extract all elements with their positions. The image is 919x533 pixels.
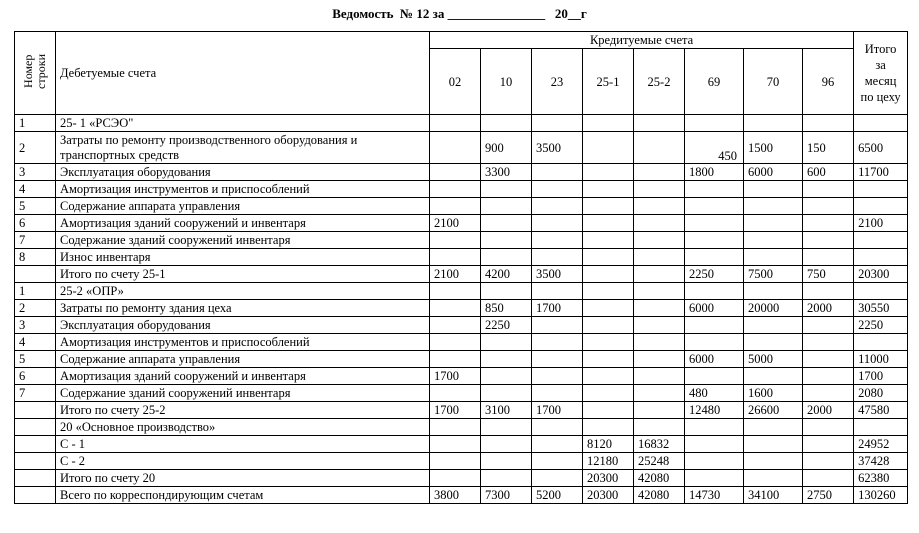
row-total: 2250 <box>854 317 908 334</box>
header-account: 25-1 <box>583 49 634 115</box>
row-amount <box>685 436 744 453</box>
row-total: 30550 <box>854 300 908 317</box>
row-total: 2100 <box>854 215 908 232</box>
row-amount <box>583 334 634 351</box>
row-total <box>854 198 908 215</box>
row-amount <box>685 470 744 487</box>
row-amount: 5000 <box>744 351 803 368</box>
row-amount <box>430 132 481 164</box>
row-amount <box>481 249 532 266</box>
row-amount: 480 <box>685 385 744 402</box>
row-account-name: Всего по корреспондирующим счетам <box>56 487 430 504</box>
row-amount <box>481 283 532 300</box>
row-number <box>15 436 56 453</box>
row-account-name: Итого по счету 20 <box>56 470 430 487</box>
row-number: 6 <box>15 368 56 385</box>
row-amount <box>481 470 532 487</box>
row-amount <box>803 351 854 368</box>
row-total <box>854 334 908 351</box>
row-amount <box>481 453 532 470</box>
row-amount <box>685 215 744 232</box>
row-amount <box>430 419 481 436</box>
row-amount: 4200 <box>481 266 532 283</box>
row-amount: 2100 <box>430 266 481 283</box>
row-total: 11000 <box>854 351 908 368</box>
row-amount: 26600 <box>744 402 803 419</box>
header-account: 69 <box>685 49 744 115</box>
row-amount <box>634 266 685 283</box>
row-amount <box>532 115 583 132</box>
header-credit: Кредитуемые счета <box>430 32 854 49</box>
table-row <box>15 115 908 132</box>
row-account-name: Износ инвентаря <box>56 249 430 266</box>
header-account: 10 <box>481 49 532 115</box>
row-amount <box>803 115 854 132</box>
row-amount: 3100 <box>481 402 532 419</box>
row-number <box>15 266 56 283</box>
row-amount <box>803 283 854 300</box>
row-amount: 3500 <box>532 132 583 164</box>
row-amount <box>634 419 685 436</box>
row-amount <box>583 198 634 215</box>
row-amount <box>685 368 744 385</box>
row-amount <box>583 249 634 266</box>
row-number: 3 <box>15 164 56 181</box>
row-number <box>15 402 56 419</box>
row-total: 24952 <box>854 436 908 453</box>
row-amount <box>430 334 481 351</box>
row-account-name: Затраты по ремонту производственного оборудования и транспортных средств <box>56 132 430 164</box>
row-amount <box>532 419 583 436</box>
row-amount <box>744 283 803 300</box>
header-row-number-label: Номер строки <box>21 54 48 89</box>
row-amount: 900 <box>481 132 532 164</box>
table-row <box>15 436 908 453</box>
row-amount: 6000 <box>685 300 744 317</box>
row-account-name: Амортизация инструментов и приспособлений <box>56 334 430 351</box>
row-amount <box>532 385 583 402</box>
row-amount <box>430 385 481 402</box>
row-amount <box>532 470 583 487</box>
table-row <box>15 232 908 249</box>
row-total: 37428 <box>854 453 908 470</box>
row-amount <box>583 300 634 317</box>
row-amount <box>583 385 634 402</box>
row-amount <box>685 198 744 215</box>
table-row <box>15 453 908 470</box>
table-row <box>15 419 908 436</box>
row-amount: 2250 <box>685 266 744 283</box>
header-account: 96 <box>803 49 854 115</box>
row-account-name: Итого по счету 25-2 <box>56 402 430 419</box>
row-amount: 1700 <box>430 402 481 419</box>
row-amount <box>532 283 583 300</box>
row-amount <box>583 283 634 300</box>
row-number <box>15 487 56 504</box>
row-number: 1 <box>15 283 56 300</box>
header-account: 70 <box>744 49 803 115</box>
row-account-name: Содержание аппарата управления <box>56 351 430 368</box>
row-amount <box>803 215 854 232</box>
row-amount <box>634 215 685 232</box>
row-account-name: Содержание зданий сооружений инвентаря <box>56 232 430 249</box>
row-amount <box>803 198 854 215</box>
row-amount <box>634 232 685 249</box>
table-row <box>15 334 908 351</box>
row-amount <box>803 385 854 402</box>
row-amount: 5200 <box>532 487 583 504</box>
row-total: 11700 <box>854 164 908 181</box>
row-amount: 6000 <box>685 351 744 368</box>
row-amount: 750 <box>803 266 854 283</box>
row-amount: 34100 <box>744 487 803 504</box>
row-number: 2 <box>15 132 56 164</box>
row-amount <box>583 351 634 368</box>
row-amount <box>583 368 634 385</box>
row-amount: 14730 <box>685 487 744 504</box>
table-row <box>15 164 908 181</box>
row-number: 4 <box>15 334 56 351</box>
row-amount <box>634 132 685 164</box>
row-amount <box>685 115 744 132</box>
row-amount <box>481 115 532 132</box>
row-amount <box>744 215 803 232</box>
row-amount: 1700 <box>532 402 583 419</box>
row-amount: 2000 <box>803 402 854 419</box>
row-amount <box>583 232 634 249</box>
row-amount <box>583 266 634 283</box>
row-amount: 7500 <box>744 266 803 283</box>
row-amount <box>481 215 532 232</box>
row-number: 2 <box>15 300 56 317</box>
ledger-table <box>14 31 908 504</box>
row-total: 130260 <box>854 487 908 504</box>
table-row <box>15 132 908 164</box>
row-amount <box>532 232 583 249</box>
row-total: 20300 <box>854 266 908 283</box>
row-amount: 42080 <box>634 470 685 487</box>
row-amount <box>583 181 634 198</box>
row-amount <box>634 334 685 351</box>
row-total: 2080 <box>854 385 908 402</box>
row-amount <box>481 436 532 453</box>
row-amount <box>481 334 532 351</box>
table-row <box>15 402 908 419</box>
row-amount <box>634 317 685 334</box>
row-amount <box>532 164 583 181</box>
row-number <box>15 419 56 436</box>
row-number: 3 <box>15 317 56 334</box>
row-amount: 20000 <box>744 300 803 317</box>
row-amount <box>744 436 803 453</box>
row-amount: 6000 <box>744 164 803 181</box>
row-amount <box>532 453 583 470</box>
row-amount <box>430 300 481 317</box>
table-row <box>15 215 908 232</box>
row-amount <box>634 164 685 181</box>
page-title: Ведомость № 12 за _______________ 20__г <box>332 6 587 21</box>
row-amount <box>803 317 854 334</box>
row-amount: 7300 <box>481 487 532 504</box>
row-amount <box>430 164 481 181</box>
row-amount <box>634 300 685 317</box>
row-amount <box>634 351 685 368</box>
row-account-name: Эксплуатация оборудования <box>56 164 430 181</box>
row-amount <box>744 198 803 215</box>
row-number: 8 <box>15 249 56 266</box>
row-amount <box>685 283 744 300</box>
row-amount <box>583 317 634 334</box>
row-amount <box>803 368 854 385</box>
row-amount: 20300 <box>583 487 634 504</box>
row-amount <box>481 181 532 198</box>
row-amount <box>532 351 583 368</box>
row-amount: 2750 <box>803 487 854 504</box>
row-amount <box>685 181 744 198</box>
row-total <box>854 232 908 249</box>
row-number: 5 <box>15 198 56 215</box>
table-row <box>15 368 908 385</box>
row-amount <box>685 232 744 249</box>
row-amount <box>803 470 854 487</box>
row-amount: 1500 <box>744 132 803 164</box>
row-amount <box>803 181 854 198</box>
row-amount <box>583 215 634 232</box>
row-total: 62380 <box>854 470 908 487</box>
row-amount <box>583 115 634 132</box>
row-amount <box>481 368 532 385</box>
row-total: 1700 <box>854 368 908 385</box>
row-amount: 1800 <box>685 164 744 181</box>
row-amount <box>481 385 532 402</box>
row-account-name: Содержание зданий сооружений инвентаря <box>56 385 430 402</box>
row-amount <box>430 470 481 487</box>
row-amount <box>532 215 583 232</box>
row-amount <box>430 249 481 266</box>
row-amount <box>583 402 634 419</box>
row-account-name: 25-2 «ОПР» <box>56 283 430 300</box>
header-total: Итого за месяц по цеху <box>854 32 908 115</box>
table-row <box>15 266 908 283</box>
row-amount: 42080 <box>634 487 685 504</box>
row-account-name: Амортизация зданий сооружений и инвентаря <box>56 368 430 385</box>
table-row <box>15 351 908 368</box>
table-row <box>15 487 908 504</box>
row-amount <box>744 249 803 266</box>
row-amount: 1700 <box>430 368 481 385</box>
row-amount <box>634 385 685 402</box>
row-amount: 12480 <box>685 402 744 419</box>
table-row <box>15 300 908 317</box>
row-amount <box>803 249 854 266</box>
row-amount <box>744 419 803 436</box>
row-amount: 12180 <box>583 453 634 470</box>
row-amount <box>430 198 481 215</box>
row-amount <box>430 181 481 198</box>
row-amount: 2000 <box>803 300 854 317</box>
row-amount <box>583 164 634 181</box>
row-total <box>854 419 908 436</box>
row-amount: 8120 <box>583 436 634 453</box>
header-row-number <box>15 32 56 115</box>
table-row <box>15 198 908 215</box>
row-total <box>854 249 908 266</box>
row-total <box>854 283 908 300</box>
table-row <box>15 317 908 334</box>
row-amount <box>430 232 481 249</box>
row-amount: 3300 <box>481 164 532 181</box>
row-amount <box>430 115 481 132</box>
row-amount: 3800 <box>430 487 481 504</box>
row-account-name: Содержание аппарата управления <box>56 198 430 215</box>
row-total: 6500 <box>854 132 908 164</box>
row-number: 7 <box>15 232 56 249</box>
row-amount <box>744 470 803 487</box>
row-amount: 1700 <box>532 300 583 317</box>
row-amount: 25248 <box>634 453 685 470</box>
row-number: 7 <box>15 385 56 402</box>
row-account-name: Амортизация зданий сооружений и инвентаря <box>56 215 430 232</box>
row-amount <box>744 232 803 249</box>
row-amount <box>532 368 583 385</box>
row-amount: 150 <box>803 132 854 164</box>
row-number: 1 <box>15 115 56 132</box>
row-amount: 1600 <box>744 385 803 402</box>
table-row <box>15 283 908 300</box>
row-amount <box>634 368 685 385</box>
row-amount: 3500 <box>532 266 583 283</box>
row-amount: 850 <box>481 300 532 317</box>
row-account-name: Итого по счету 25-1 <box>56 266 430 283</box>
row-amount <box>532 198 583 215</box>
row-amount <box>634 198 685 215</box>
row-amount <box>481 198 532 215</box>
row-account-name: Амортизация инструментов и приспособлений <box>56 181 430 198</box>
row-amount <box>634 283 685 300</box>
row-amount <box>532 334 583 351</box>
row-amount <box>634 115 685 132</box>
row-amount: 16832 <box>634 436 685 453</box>
row-amount <box>532 249 583 266</box>
row-number <box>15 453 56 470</box>
row-amount <box>744 453 803 470</box>
row-amount <box>685 419 744 436</box>
row-amount <box>744 181 803 198</box>
row-number: 5 <box>15 351 56 368</box>
row-amount <box>634 402 685 419</box>
header-account: 25-2 <box>634 49 685 115</box>
row-amount: 2100 <box>430 215 481 232</box>
table-row <box>15 470 908 487</box>
table-row <box>15 385 908 402</box>
row-number <box>15 470 56 487</box>
row-total <box>854 115 908 132</box>
row-account-name: 25- 1 «РСЭО" <box>56 115 430 132</box>
header-account: 23 <box>532 49 583 115</box>
row-amount <box>685 317 744 334</box>
row-amount <box>532 436 583 453</box>
row-amount: 600 <box>803 164 854 181</box>
row-amount <box>685 334 744 351</box>
row-amount <box>583 419 634 436</box>
row-number: 4 <box>15 181 56 198</box>
row-amount: 450 <box>685 132 744 164</box>
row-amount <box>744 368 803 385</box>
row-amount <box>430 453 481 470</box>
header-account: 02 <box>430 49 481 115</box>
row-total <box>854 181 908 198</box>
row-amount <box>481 232 532 249</box>
row-account-name: 20 «Основное производство» <box>56 419 430 436</box>
row-account-name: С - 2 <box>56 453 430 470</box>
row-amount: 20300 <box>583 470 634 487</box>
table-row <box>15 181 908 198</box>
row-amount <box>803 453 854 470</box>
row-amount <box>583 132 634 164</box>
row-amount <box>481 351 532 368</box>
row-amount <box>430 317 481 334</box>
row-amount <box>803 436 854 453</box>
row-amount <box>744 317 803 334</box>
row-total: 47580 <box>854 402 908 419</box>
row-amount <box>634 181 685 198</box>
row-amount <box>744 334 803 351</box>
table-row <box>15 249 908 266</box>
row-amount: 2250 <box>481 317 532 334</box>
row-amount <box>532 317 583 334</box>
row-amount <box>803 419 854 436</box>
row-amount <box>634 249 685 266</box>
row-amount <box>430 436 481 453</box>
row-account-name: Эксплуатация оборудования <box>56 317 430 334</box>
row-amount <box>481 419 532 436</box>
header-debit: Дебетуемые счета <box>56 32 430 115</box>
row-amount <box>685 453 744 470</box>
row-amount <box>430 283 481 300</box>
row-amount <box>685 249 744 266</box>
row-amount <box>532 181 583 198</box>
row-account-name: С - 1 <box>56 436 430 453</box>
row-amount <box>803 232 854 249</box>
row-amount <box>803 334 854 351</box>
row-number: 6 <box>15 215 56 232</box>
row-amount <box>744 115 803 132</box>
row-account-name: Затраты по ремонту здания цеха <box>56 300 430 317</box>
row-amount <box>430 351 481 368</box>
